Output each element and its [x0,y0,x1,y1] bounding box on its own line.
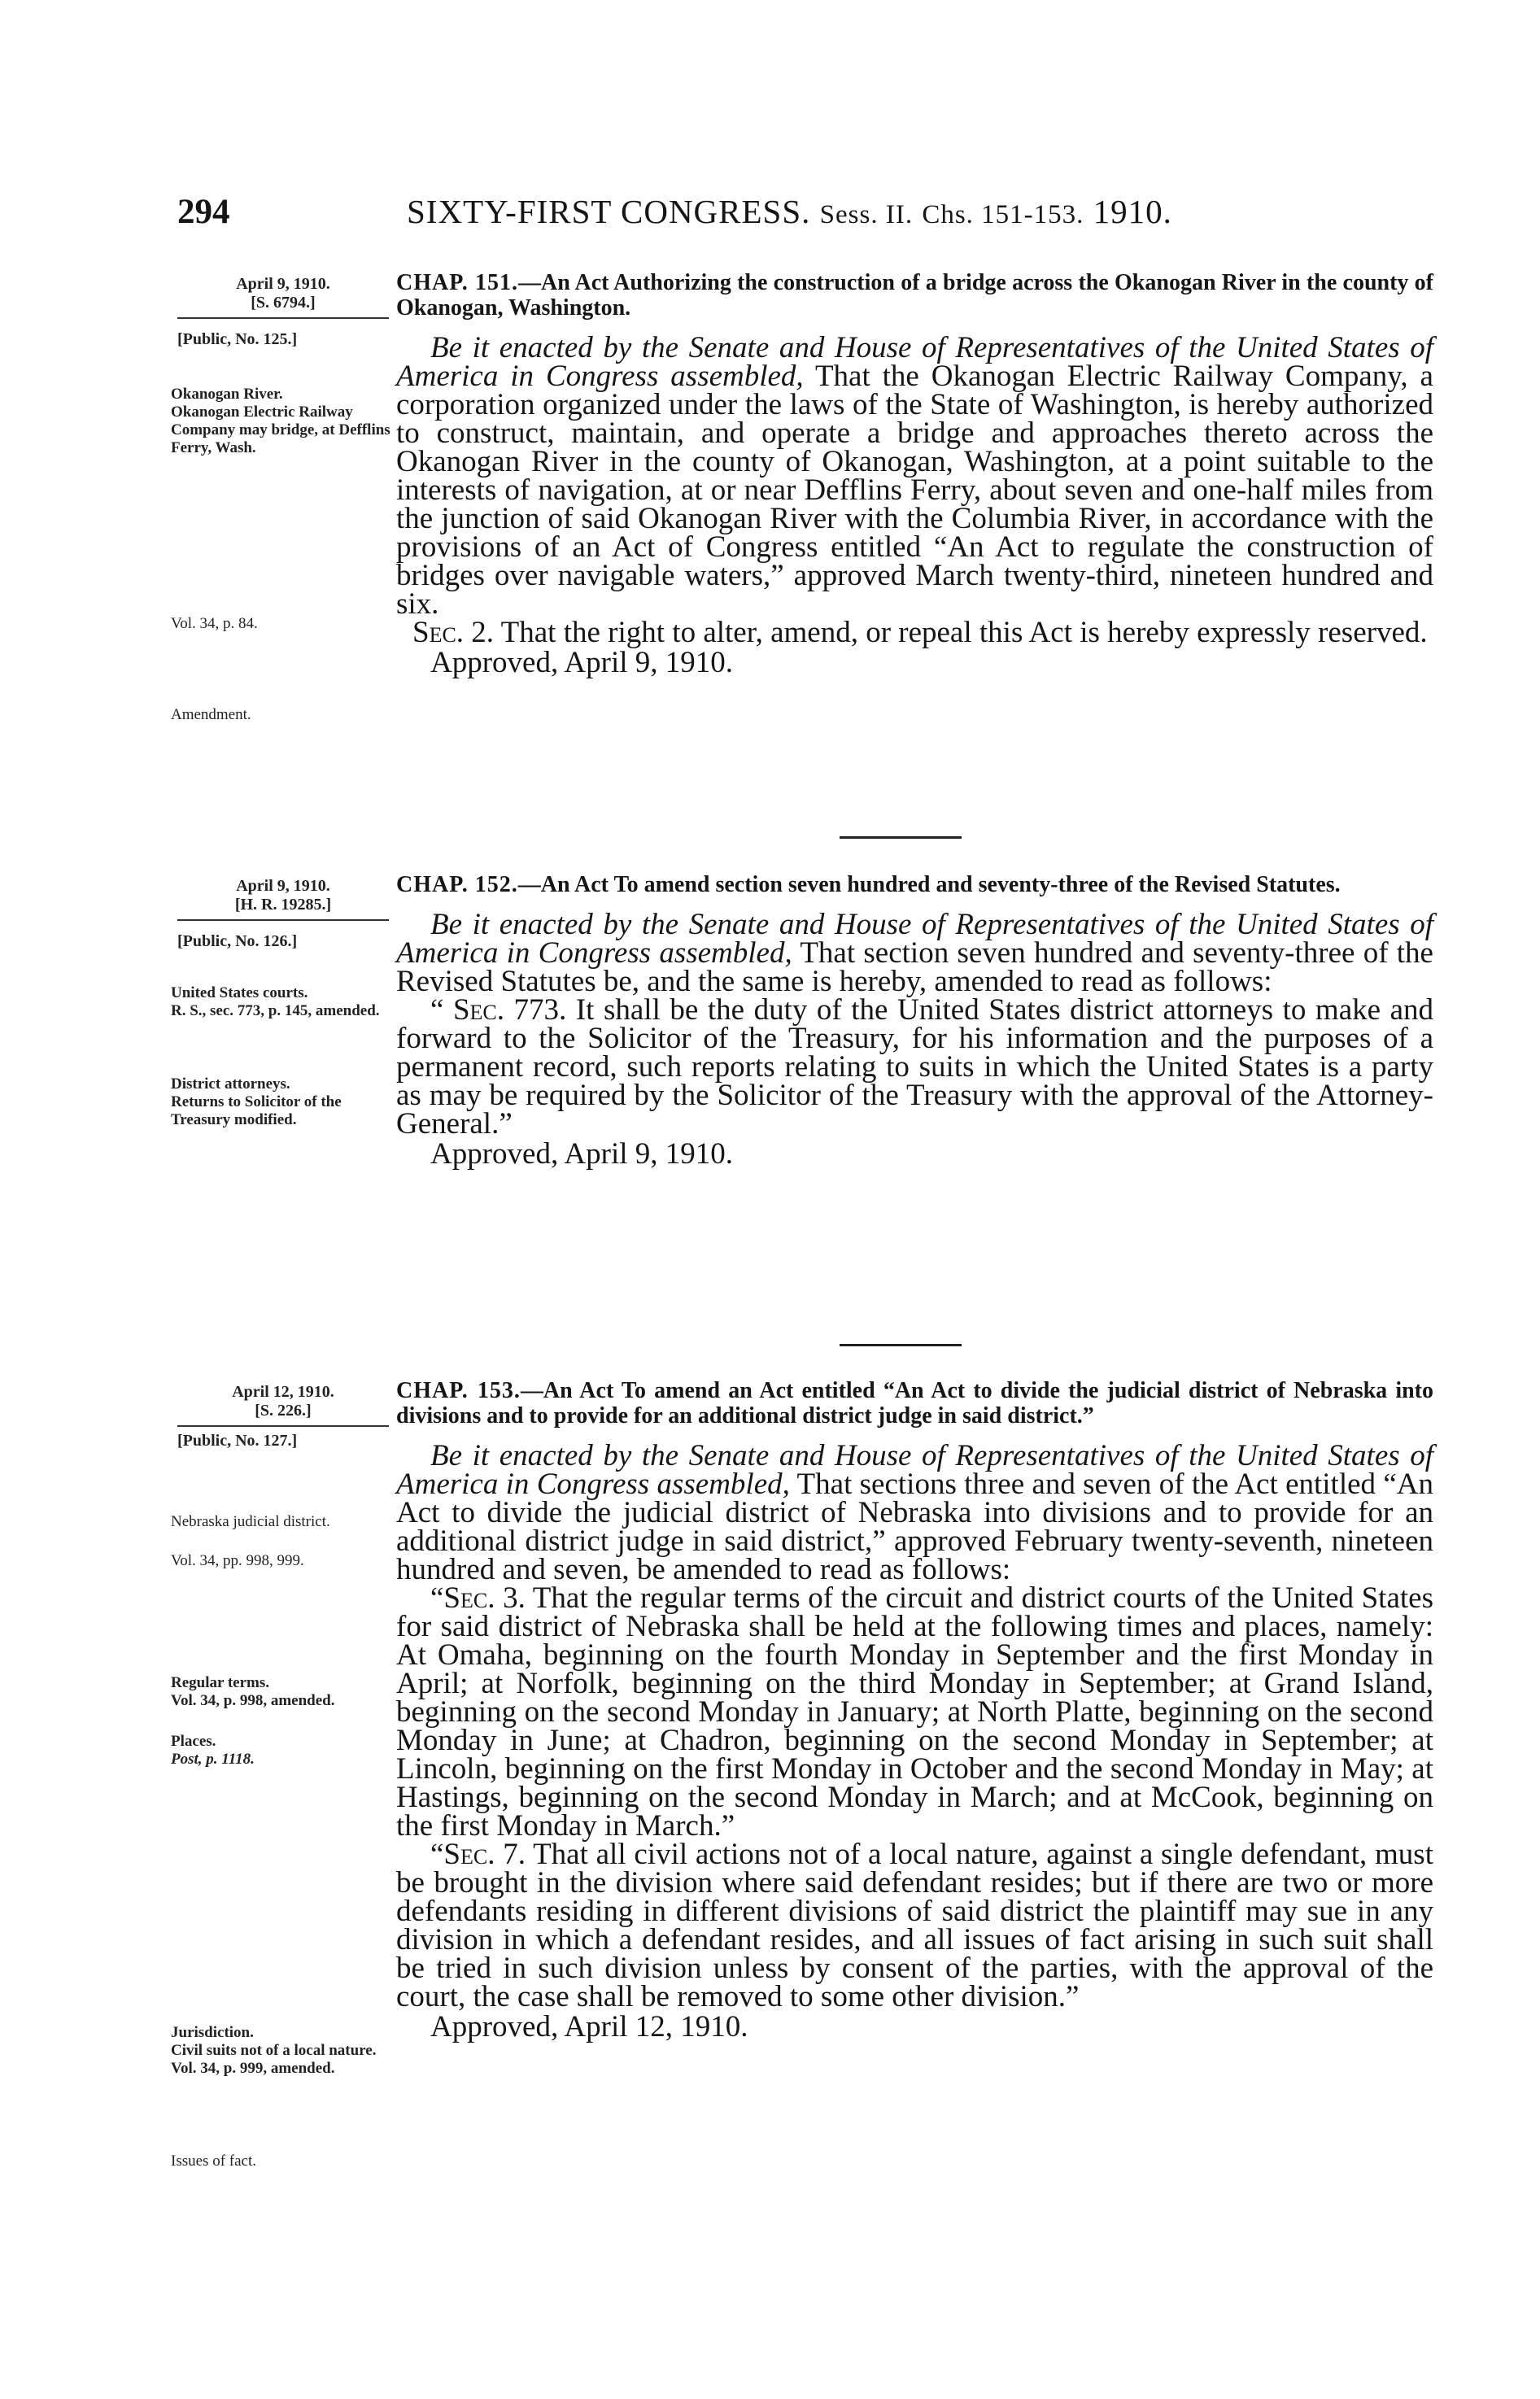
chap151-note-okanogan [171,386,399,457]
chap152-approved: Approved, April 9, 1910. [430,1137,734,1171]
congress-title: SIXTY-FIRST CONGRESS. [407,193,811,230]
chap152-date: April 9, 1910. [236,877,330,895]
section-divider [840,1344,962,1346]
running-title [407,192,1172,231]
chap153-heading [396,1378,1433,1428]
chap152-text [396,872,1433,1171]
chap151-note-amendment: Amendment. [171,706,251,723]
chap153-note-terms [171,1674,399,1710]
chapter-number: CHAP. 153. [396,1378,521,1403]
chap153-bill: [S. 226.] [177,1402,389,1427]
section-divider [840,836,962,839]
chap152-sec773 [396,993,1433,1141]
chap153-note-places [171,1733,399,1769]
enacting-clause: Be it enacted by the Senate and House of Representatives of the United States of America in Congress assembled, [396,331,1433,393]
chap153-public-law: [Public, No. 127.] [177,1432,298,1450]
note-text: Post, p. 1118. [171,1751,255,1768]
year-label: 1910. [1093,193,1172,230]
page-number: 294 [177,193,230,231]
section-label: “Sec. 7. [430,1838,526,1871]
chap151-bill: [S. 6794.] [177,294,389,319]
chap153-note-vol: Vol. 34, pp. 998, 999. [171,1552,304,1569]
note-text: R. S., sec. 773, p. 145, amended. [171,1002,380,1019]
chap151-sec2 [396,618,1433,647]
note-title: Regular terms. [171,1674,270,1691]
enacting-clause: Be it enacted by the Senate and House of Representatives of the United States of America in Congress assembled, [396,1439,1433,1501]
note-text: Returns to Solicitor of the Treasury modified. [171,1093,342,1128]
section-1-text: That sections three and seven of the Act entitled “An Act to divide the judicial district of Nebraska into divisions and to provide for an additional district judge in said district,” approved February twenty-seventh, nineteen hundred and seven, be amended to read as follows: [396,1468,1433,1586]
section-2-text: That the right to alter, amend, or repeal this Act is hereby expressly reserved. [500,616,1428,649]
chap151-text [396,270,1433,679]
note-title: United States courts. [171,984,308,1001]
chap153-note-jurisdiction [171,2024,399,2078]
note-text: Civil suits not of a local nature. [171,2042,377,2059]
chap151-body [396,331,1433,621]
section-label: Sec. 2. [412,616,495,649]
chap152-body [396,910,1433,996]
section-7-text: That all civil actions not of a local nature, against a single defendant, must be brought in the division where said defendant resides; but if there are two or more defendants residing in different divisions of said district the plaintiff may sue in any division in which a defendant resides, and all issues of fact arising in such suit shall be tried in such division unless by consent of the parties, with the approval of the court, the case shall be removed to some other division.” [396,1838,1433,2013]
chap152-margin-citation [177,877,389,951]
chapter-title: —An Act Authorizing the construction of a bridge across the Okanogan River in the county of Okanogan, Washington. [396,270,1433,321]
chap153-sec7 [396,1840,1433,2011]
chapter-number: CHAP. 152. [396,872,518,897]
enacting-clause: Be it enacted by the Senate and House of Representatives of the United States of America in Congress assembled, [396,908,1433,970]
chap153-note-issues: Issues of fact. [171,2153,256,2170]
section-3-text: That the regular terms of the circuit and district courts of the United States for said district of Nebraska shall be held at the following times and places, namely: At Omaha, beginning on the fourth Monday in September and the first Monday in April; at Norfolk, beginning on the third Monday in September; at Grand Island, beginning on the second Monday in January; at North Platte, beginning on the second Monday in June; at Chadron, beginning on the second Monday in September; at Lincoln, beginning on the first Monday in October and the second Monday in May; at Hastings, beginning on the second Monday in March; and at McCook, beginning on the first Monday in March.” [396,1581,1433,1843]
section-773-text: It shall be the duty of the United States district attorneys to make and forward to the Solicitor of the Treasury, for his information and the purposes of a permanent record, such reports relating to suits in which the United States is a party as may be required by the Solicitor of the Treasury with the approval of the Attorney-General.” [396,993,1433,1141]
chap152-bill: [H. R. 19285.] [177,896,389,921]
chapters-label: Chs. 151-153. [922,200,1084,229]
note-text: Vol. 34, p. 998, amended. [171,1692,335,1709]
chap151-margin-citation [177,275,389,349]
chap153-date: April 12, 1910. [232,1383,334,1401]
note-text: Okanogan Electric Railway Company may bridge, at Defflins Ferry, Wash. [171,403,390,456]
section-label: “Sec. 3. [430,1581,526,1615]
section-1-text: That the Okanogan Electric Railway Company, a corporation organized under the laws of the State of Washington, is hereby authorized to construct, maintain, and operate a bridge and approaches thereto across the Okanogan River in the county of Okanogan, Washington, at a point suitable to the interests of navigation, at or near Defflins Ferry, about seven and one-half miles from the junction of said Okanogan River with the Columbia River, in accordance with the provisions of an Act of Congress entitled “An Act to regulate the construction of bridges over navigable waters,” approved March twenty-third, nineteen hundred and six. [396,360,1433,621]
chap153-margin-citation [177,1383,389,1450]
note-title: Places. [171,1733,216,1750]
chap153-sec3 [396,1581,1433,1843]
running-header [177,192,1430,241]
section-label: “ Sec. 773. [430,993,567,1027]
section-1-text: That section seven hundred and seventy-three of the Revised Statutes be, and the same is hereby, amended to read as follows: [396,936,1433,998]
note-ref: Vol. 34, p. 999, amended. [171,2060,335,2077]
chap152-heading [396,872,1433,897]
chap152-public-law: [Public, No. 126.] [177,932,298,950]
chap153-approved: Approved, April 12, 1910. [430,2010,748,2044]
chap151-public-law: [Public, No. 125.] [177,330,298,348]
chap151-approved: Approved, April 9, 1910. [430,646,734,679]
session-label: Sess. II. [819,200,914,229]
note-title: Jurisdiction. [171,2024,254,2041]
note-title: District attorneys. [171,1075,290,1093]
chapter-number: CHAP. 151. [396,270,518,295]
chap153-text [396,1378,1433,2044]
chap151-heading [396,270,1433,321]
chapter-title: —An Act To amend section seven hundred and seventy-three of the Revised Statutes. [517,872,1341,897]
chap151-date: April 9, 1910. [236,275,330,293]
chap152-note-courts [171,984,399,1020]
chapter-title: —An Act To amend an Act entitled “An Act to divide the judicial district of Nebraska into divisions and to provide for an additional district judge in said district.” [396,1378,1433,1428]
note-title: Okanogan River. [171,386,283,403]
chap152-note-attorneys [171,1075,399,1129]
chap153-note-nebraska: Nebraska judicial district. [171,1513,330,1530]
chap153-body [396,1439,1433,1586]
chap151-note-vol: Vol. 34, p. 84. [171,615,258,632]
